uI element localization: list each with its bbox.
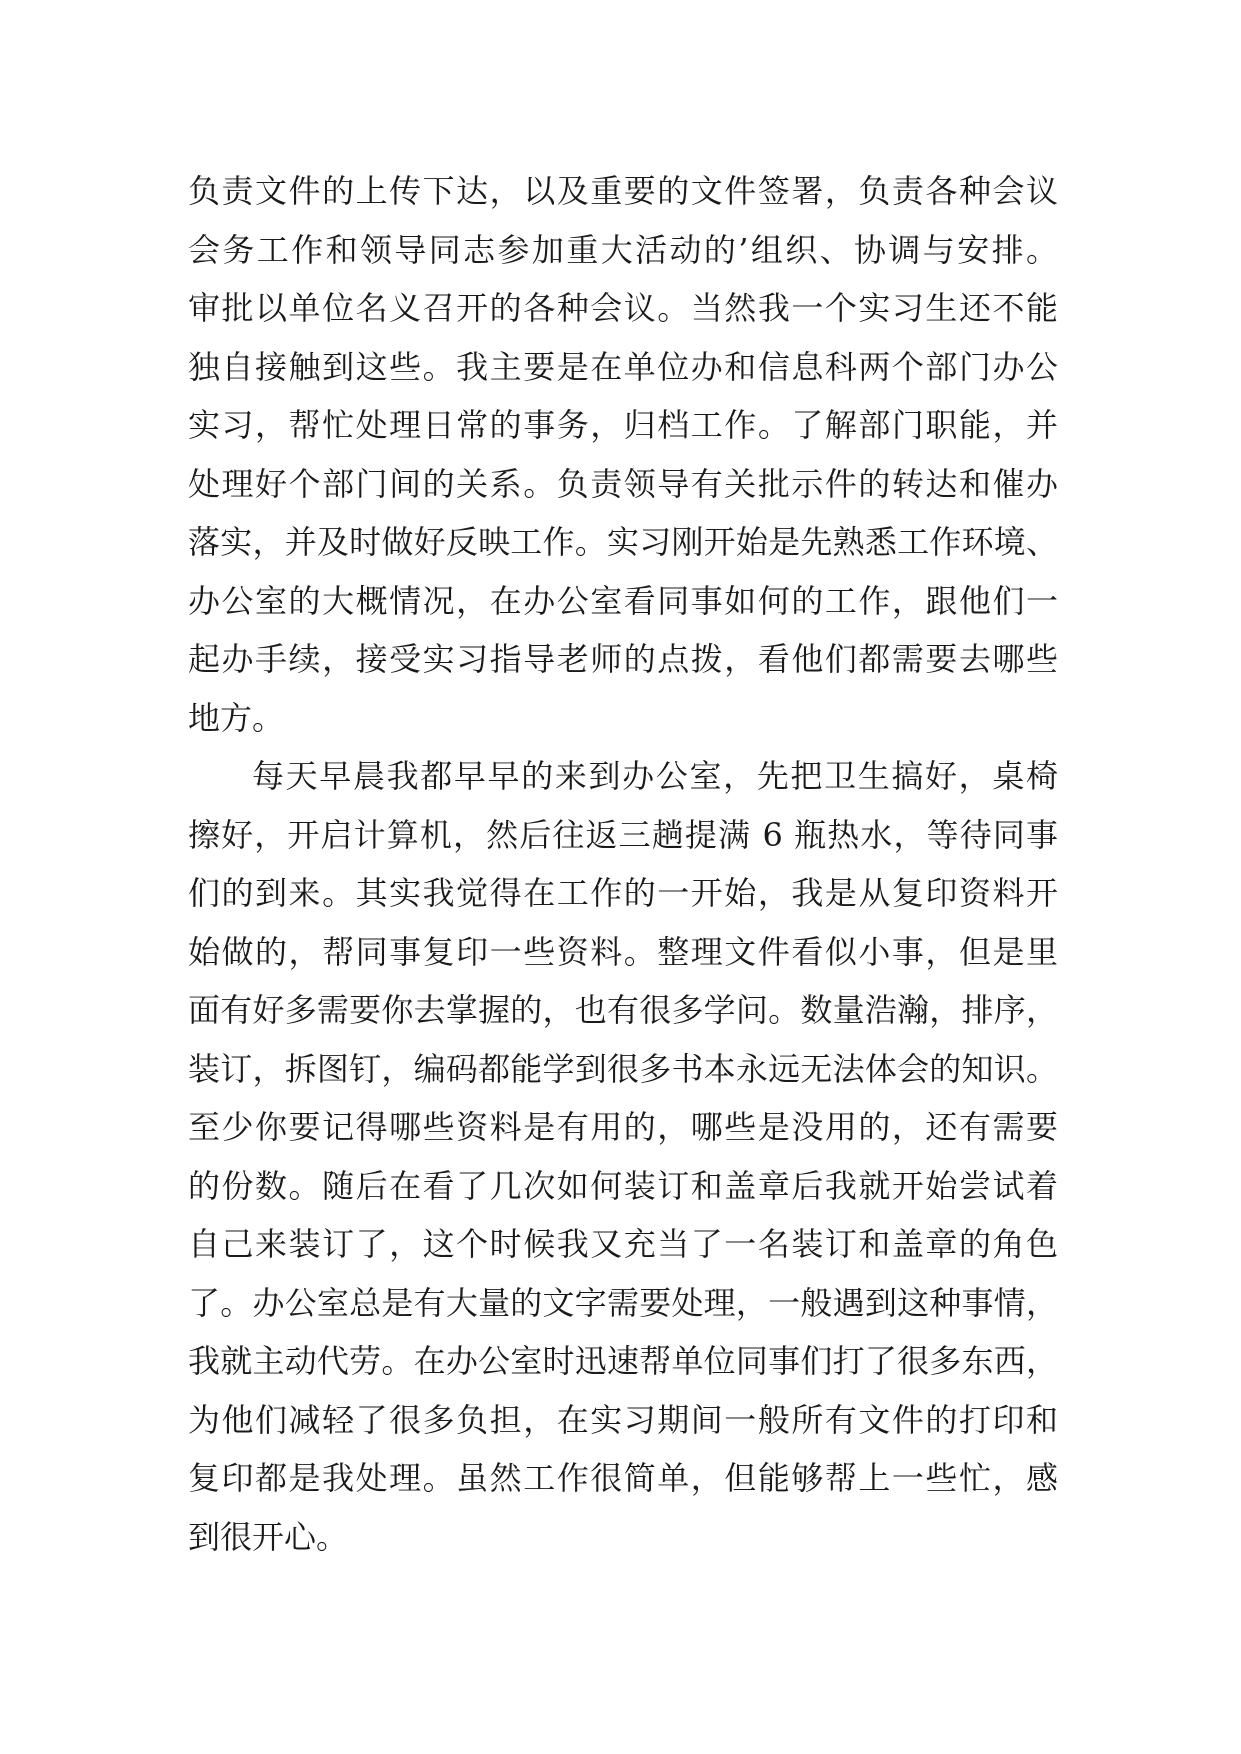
paragraph-line: 会务工作和领导同志参加重大活动的’组织、协调与安排。 bbox=[188, 230, 1058, 269]
paragraph-line: 起办手续，接受实习指导老师的点拨，看他们都需要去哪些 bbox=[188, 640, 1058, 678]
paragraph-line: 实习，帮忙处理日常的事务，归档工作。了解部门职能，并 bbox=[188, 406, 1058, 444]
paragraph-line: 审批以单位名义召开的各种会议。当然我一个实习生还不能 bbox=[188, 289, 1058, 327]
paragraph-line: 始做的，帮同事复印一些资料。整理文件看似小事，但是里 bbox=[188, 932, 1058, 971]
paragraph-line: 到很开心。 bbox=[188, 1517, 349, 1556]
paragraph-line: 独自接触到这些。我主要是在单位办和信息科两个部门办公 bbox=[188, 347, 1058, 386]
paragraph-line: 负责文件的上传下达，以及重要的文件签署，负责各种会议 bbox=[188, 172, 1058, 210]
paragraph-line: 每天早晨我都早早的来到办公室，先把卫生搞好，桌椅 bbox=[252, 757, 1058, 795]
paragraph-line: 办公室的大概情况，在办公室看同事如何的工作，跟他们一 bbox=[188, 581, 1058, 620]
paragraph-1 bbox=[188, 162, 1058, 747]
paragraph-line: 擦好，开启计算机，然后往返三趟提满 6 瓶热水，等待同事 bbox=[188, 815, 1058, 854]
paragraph-line: 了。办公室总是有大量的文字需要处理，一般遇到这种事情， bbox=[188, 1283, 1058, 1322]
paragraph-line: 处理好个部门间的关系。负责领导有关批示件的转达和催办 bbox=[188, 464, 1058, 503]
paragraph-line: 面有好多需要你去掌握的，也有很多学问。数量浩瀚，排序， bbox=[188, 991, 1058, 1029]
paragraph-line: 为他们减轻了很多负担，在实习期间一般所有文件的打印和 bbox=[188, 1400, 1058, 1439]
paragraph-line: 们的到来。其实我觉得在工作的一开始，我是从复印资料开 bbox=[188, 874, 1058, 912]
paragraph-line: 地方。 bbox=[188, 698, 285, 737]
paragraph-line: 至少你要记得哪些资料是有用的，哪些是没用的，还有需要 bbox=[188, 1108, 1058, 1146]
paragraph-2 bbox=[188, 747, 1058, 1566]
paragraph-line: 落实，并及时做好反映工作。实习刚开始是先熟悉工作环境、 bbox=[188, 523, 1058, 561]
paragraph-line: 自己来装订了，这个时候我又充当了一名装订和盖章的角色 bbox=[188, 1225, 1058, 1263]
paragraph-line: 的份数。随后在看了几次如何装订和盖章后我就开始尝试着 bbox=[188, 1166, 1058, 1205]
paragraph-line: 装订，拆图钉，编码都能学到很多书本永远无法体会的知识。 bbox=[188, 1049, 1058, 1088]
paragraph-line: 复印都是我处理。虽然工作很简单，但能够帮上一些忙，感 bbox=[188, 1459, 1058, 1497]
paragraph-line: 我就主动代劳。在办公室时迅速帮单位同事们打了很多东西， bbox=[188, 1342, 1058, 1380]
